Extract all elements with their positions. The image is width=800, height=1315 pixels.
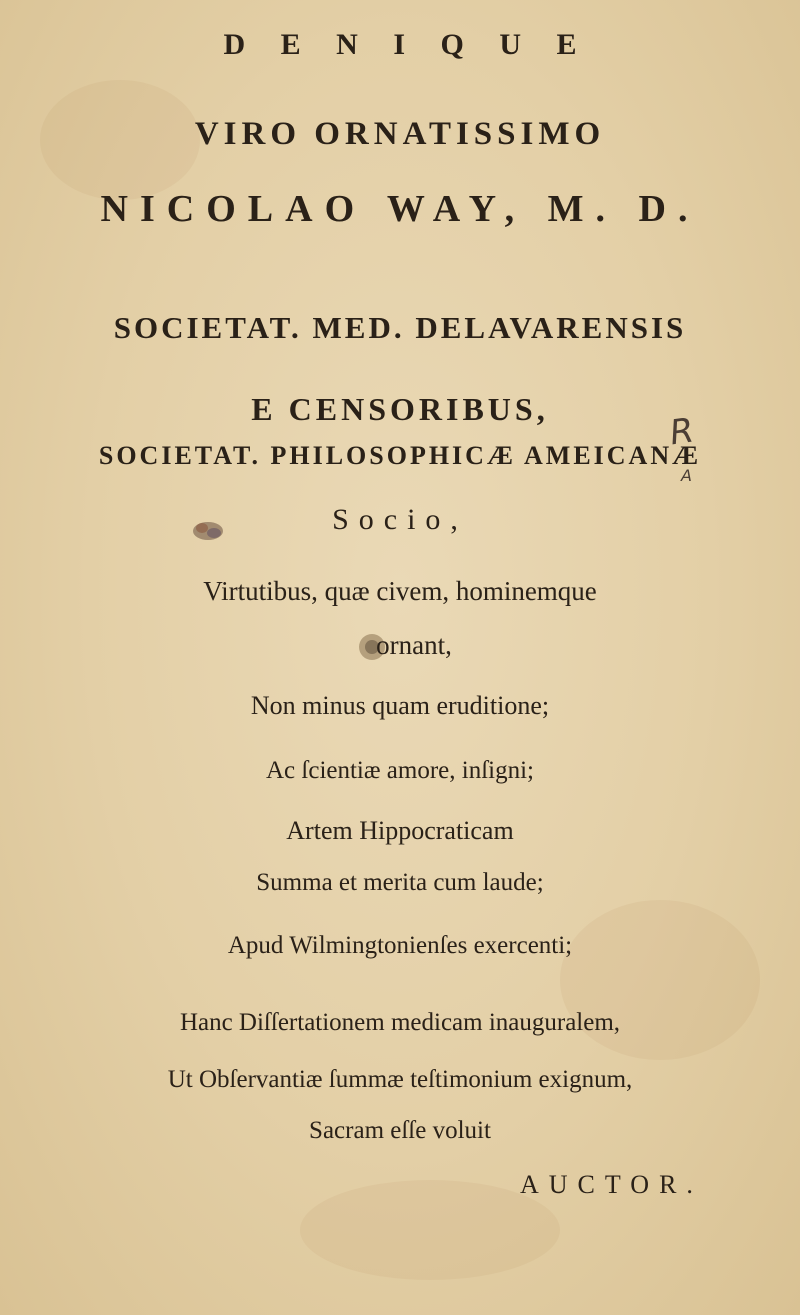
- society-philosophical: SOCIETAT. PHILOSOPHICÆ AMEICANÆ: [98, 441, 702, 470]
- text-line-summa: Summa et merita cum laude;: [256, 869, 544, 896]
- text-line-hanc: Hanc Diſſertationem medicam inauguralem,: [179, 1009, 621, 1036]
- pencil-annotation-r: R: [667, 410, 697, 454]
- text-line-sacram: Sacram eſſe voluit: [309, 1117, 491, 1144]
- paper-stain: [560, 900, 760, 1060]
- pencil-annotation-a: A: [681, 466, 692, 485]
- text-line-apud: Apud Wilmingtonienſes exercenti;: [227, 932, 573, 959]
- heading-viro-ornatissimo: VIRO ORNATISSIMO: [194, 116, 606, 152]
- text-line-non-minus: Non minus quam eruditione;: [250, 691, 550, 720]
- censoribus-line: E CENSORIBUS,: [251, 391, 549, 427]
- dedicatee-name: NICOLAO WAY, M. D.: [100, 188, 700, 230]
- society-medical: SOCIETAT. MED. DELAVARENSIS: [113, 310, 687, 345]
- text-line-ac-scientiae: Ac ſcientiæ amore, inſigni;: [266, 757, 534, 784]
- text-line-virtutibus: Virtutibus, quæ civem, hominemque: [203, 576, 597, 606]
- text-line-ornant: ornant,: [376, 630, 452, 660]
- text-line-artem: Artem Hippocraticam: [286, 816, 514, 845]
- author-signature: AUCTOR.: [520, 1170, 703, 1199]
- heading-denique: D E N I Q U E: [223, 28, 591, 61]
- socio-line: Socio,: [332, 503, 468, 536]
- text-line-ut: Ut Obſervantiæ ſummæ teſtimonium exignum,: [167, 1066, 633, 1093]
